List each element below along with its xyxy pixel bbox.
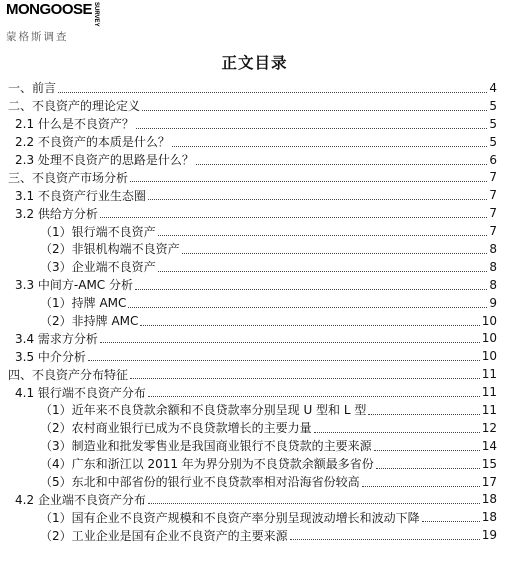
toc-dot-leader [100, 341, 480, 343]
toc-dot-leader [130, 377, 480, 379]
toc-dot-leader [88, 359, 480, 361]
toc-dot-leader [374, 449, 480, 451]
toc-entry[interactable] [8, 151, 497, 169]
toc-entry-title: （4）广东和浙江以 2011 年为界分别为不良贷款余额最多省份 [40, 457, 374, 472]
toc-dot-leader [140, 324, 479, 326]
toc-dot-leader [148, 395, 480, 397]
toc-entry[interactable] [8, 401, 497, 419]
toc-entry[interactable] [8, 312, 497, 330]
toc-entry-page-number: 9 [489, 295, 497, 310]
toc-entry-page-number: 11 [481, 367, 497, 382]
toc-dot-leader [158, 270, 487, 272]
toc-entry-title: 3.5 中介分析 [15, 349, 86, 364]
toc-entry-page-number: 17 [481, 474, 497, 489]
toc-entry-title: 2.2 不良资产的本质是什么？ [15, 135, 170, 150]
toc-dot-leader [158, 234, 487, 236]
toc-entry-title: 3.3 中间方-AMC 分析 [15, 278, 133, 293]
toc-entry[interactable] [8, 329, 497, 347]
toc-entry-page-number: 10 [481, 313, 497, 328]
toc-entry[interactable] [8, 276, 497, 294]
toc-entry-title: （3）企业端不良资产 [40, 260, 156, 275]
toc-dot-leader [362, 485, 480, 487]
toc-entry[interactable] [8, 490, 497, 508]
brand-logo [6, 1, 106, 43]
toc-dot-leader [135, 288, 487, 290]
toc-entry[interactable] [8, 365, 497, 383]
toc-entry[interactable] [8, 133, 497, 151]
toc-entry-page-number: 19 [481, 528, 497, 543]
toc-entry[interactable] [8, 526, 497, 544]
toc-dot-leader [128, 306, 487, 308]
toc-dot-leader [130, 180, 487, 182]
toc-dot-leader [58, 91, 487, 93]
toc-dot-leader [148, 502, 480, 504]
toc-entry-page-number: 5 [489, 134, 497, 149]
toc-entry-page-number: 10 [481, 331, 497, 346]
toc-entry-title: 三、不良资产市场分析 [8, 170, 129, 185]
toc-dot-leader [182, 252, 487, 254]
toc-dot-leader [136, 127, 487, 129]
toc-dot-leader [290, 538, 480, 540]
toc-dot-leader [422, 520, 480, 522]
toc-entry-title: （2）工业企业是国有企业不良资产的主要来源 [40, 528, 288, 543]
toc-entry[interactable] [8, 240, 497, 258]
toc-entry[interactable] [8, 79, 497, 97]
toc-entry-title: （2）非银机构端不良资产 [40, 242, 180, 257]
logo-subtitle: 蒙格斯调查 [6, 30, 69, 43]
toc-entry-title: （2）非持牌 AMC [40, 314, 139, 329]
toc-entry-title: 一、前言 [8, 81, 57, 96]
toc-entry[interactable] [8, 347, 497, 365]
toc-entry-title: （3）制造业和批发零售业是我国商业银行不良贷款的主要来源 [40, 439, 372, 454]
toc-dot-leader [148, 198, 487, 200]
toc-entry[interactable] [8, 294, 497, 312]
toc-entry-page-number: 8 [489, 259, 497, 274]
toc-entry-title: （1）持牌 AMC [40, 296, 127, 311]
toc-entry-page-number: 8 [489, 241, 497, 256]
toc-dot-leader [172, 145, 487, 147]
toc-entry-page-number: 11 [481, 402, 497, 417]
toc-entry-page-number: 12 [481, 420, 497, 435]
toc-entry-title: 四、不良资产分布特征 [8, 367, 129, 382]
toc-dot-leader [368, 413, 479, 415]
toc-dot-leader [142, 109, 487, 111]
toc-entry-title: 3.1 不良资产行业生态圈 [15, 188, 146, 203]
toc-entry-title: 二、不良资产的理论定义 [8, 99, 141, 114]
toc-entry-page-number: 7 [489, 224, 497, 239]
toc-entry-page-number: 4 [489, 80, 497, 95]
toc-entry[interactable] [8, 115, 497, 133]
toc-entry-page-number: 5 [489, 116, 497, 131]
toc-entry-page-number: 7 [489, 170, 497, 185]
toc-entry-page-number: 11 [481, 385, 497, 400]
toc-entry[interactable] [8, 383, 497, 401]
toc-entry-title: 4.2 企业端不良资产分布 [15, 492, 146, 507]
toc-entry[interactable] [8, 473, 497, 491]
page-title: 正文目录 [221, 54, 288, 72]
toc-entry-title: 3.4 需求方分析 [15, 331, 98, 346]
toc-dot-leader [376, 467, 480, 469]
toc-entry-title: （1）近年来不良贷款余额和不良贷款率分别呈现 U 型和 L 型 [40, 403, 367, 418]
toc-dot-leader [100, 216, 487, 218]
toc-entry-page-number: 5 [489, 98, 497, 113]
toc-entry-page-number: 15 [481, 456, 497, 471]
toc-entry-page-number: 18 [481, 492, 497, 507]
toc-entry[interactable] [8, 455, 497, 473]
toc-entry[interactable] [8, 186, 497, 204]
toc-entry-page-number: 10 [481, 349, 497, 364]
toc-entry-title: （1）国有企业不良资产规模和不良资产率分别呈现波动增长和波动下降 [40, 510, 420, 525]
logo-text: MONGOOSE [6, 1, 93, 18]
toc-entry[interactable] [8, 437, 497, 455]
toc-entry-page-number: 18 [481, 510, 497, 525]
toc-dot-leader [314, 431, 480, 433]
toc-entry-page-number: 7 [489, 188, 497, 203]
toc-entry-title: （2）农村商业银行已成为不良贷款增长的主要力量 [40, 421, 312, 436]
toc-entry[interactable] [8, 97, 497, 115]
toc-entry-page-number: 7 [489, 206, 497, 221]
toc-entry-page-number: 8 [489, 277, 497, 292]
toc-entry[interactable] [8, 204, 497, 222]
toc-entry-page-number: 6 [489, 152, 497, 167]
toc-entry-title: 2.3 处理不良资产的思路是什么？ [15, 153, 194, 167]
toc-entry-title: 3.2 供给方分析 [15, 206, 98, 221]
toc-entry[interactable] [8, 419, 497, 437]
toc-entry-title: 2.1 什么是不良资产？ [15, 117, 134, 132]
toc-entry[interactable] [8, 258, 497, 276]
toc-dot-leader [196, 163, 487, 165]
toc-entry-title: （5）东北和中部省份的银行业不良贷款率相对沿海省份较高 [40, 475, 360, 490]
toc-entry-title: （1）银行端不良资产 [40, 224, 156, 239]
toc-entry[interactable] [8, 508, 497, 526]
table-of-contents [8, 79, 497, 544]
toc-entry-page-number: 14 [481, 438, 497, 453]
logo-survey-text: SURVEY [93, 2, 100, 27]
toc-entry[interactable] [8, 222, 497, 240]
toc-entry-title: 4.1 银行端不良资产分布 [15, 385, 146, 400]
logo-wordmark [6, 2, 106, 27]
toc-entry[interactable] [8, 168, 497, 186]
